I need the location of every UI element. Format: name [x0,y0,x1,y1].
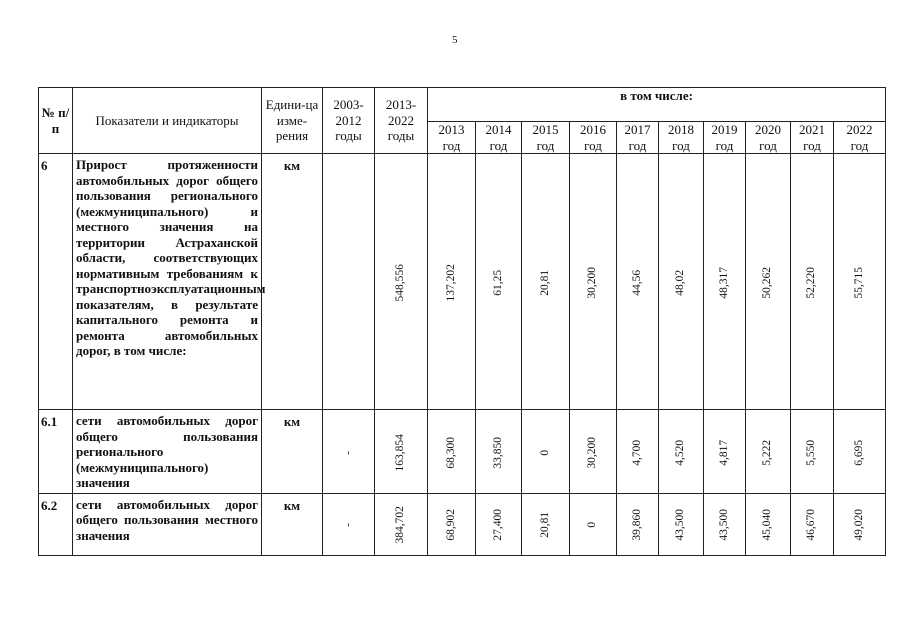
value-year [570,493,617,555]
value-year [476,154,522,410]
header-unit: Едини-ца изме-рения [262,88,323,154]
header-year-2014 [476,122,522,154]
year-label: 2019 [711,122,738,137]
value-text: 46,670 [805,509,818,541]
header-year-2015 [522,122,570,154]
value-text: 30,200 [586,266,599,299]
value-text: - [341,450,354,455]
value-year [704,493,746,555]
value-year [617,410,659,494]
value-year [659,154,704,410]
value-text: 61,25 [491,269,504,296]
unit-cell: км [262,493,323,555]
value-year [746,410,791,494]
indicators-table [38,87,886,556]
value-text: 33,850 [491,436,504,469]
value-text: 0 [538,449,551,456]
header-year-2020 [746,122,791,154]
value-year [746,493,791,555]
value-year [522,154,570,410]
value-text: 6,695 [852,439,865,466]
value-text: 4,700 [630,439,643,466]
year-suffix: год [628,137,647,153]
indicator-text: Прирост протяженности автомобильных дорог общего пользования регионального (межмуниципального) и местного значения на территории Астраханской области, соответствующих нормативным требованиям к транспортноэксплуатационным показателям, в результате капитального ремонта и ремонта автомобильных дорог, в том числе: [73,154,262,410]
unit-cell: км [262,410,323,494]
year-suffix: год [584,137,602,153]
header-including: в том числе: [428,88,886,122]
page-number: 5 [452,34,458,46]
value-text: 43,500 [717,509,730,541]
value-text: 163,854 [394,433,407,471]
value-year [834,154,886,410]
year-suffix: год [489,137,508,153]
row-number: 6 [39,154,73,410]
value-year [570,410,617,494]
year-label: 2017 [624,122,651,137]
year-label: 2013 [438,122,465,137]
year-label: 2020 [755,122,781,137]
value-text: 5,222 [761,439,774,466]
year-label: 2018 [668,122,694,137]
value-text: 0 [586,522,599,528]
value-text: 52,220 [805,266,818,299]
value-text: 44,56 [630,269,643,296]
year-label: 2022 [846,122,873,137]
value-text: 39,860 [630,509,643,541]
header-year-2022 [834,122,886,154]
value-text: 548,556 [394,263,407,302]
table-row [39,154,886,410]
value-text: 55,715 [852,266,865,299]
value-text: 20,81 [538,512,551,538]
value-text: - [341,523,354,527]
year-suffix: год [715,137,734,153]
value-year [659,410,704,494]
header-year-2013 [428,122,476,154]
header-year-2021 [791,122,834,154]
value-year [746,154,791,410]
value-2013-2022 [375,493,428,555]
value-year [704,154,746,410]
indicator-text: сети автомобильных дорог общего пользования регионального (межмуниципального) значения [73,410,262,494]
value-text: 4,817 [717,439,730,466]
value-year [617,154,659,410]
value-2003-2012 [323,493,375,555]
value-year [476,410,522,494]
value-text: 5,550 [805,439,818,466]
value-text: 384,702 [394,506,407,544]
value-text: 68,902 [444,509,457,541]
row-number: 6.2 [39,493,73,555]
year-label: 2015 [532,122,559,137]
year-label: 2014 [485,122,512,137]
header-2013-2022: 2013-2022 годы [375,88,428,154]
value-text: 43,500 [674,509,687,541]
year-suffix: год [536,137,555,153]
value-year [428,154,476,410]
value-year [791,410,834,494]
value-text: 27,400 [491,509,504,541]
value-year [659,493,704,555]
value-year [834,410,886,494]
header-indicator: Показатели и индикаторы [73,88,262,154]
value-year [570,154,617,410]
value-text: 48,317 [717,266,730,299]
year-suffix: год [442,137,461,153]
value-year [522,410,570,494]
header-row-1 [39,88,886,122]
value-year [476,493,522,555]
value-text: 68,300 [444,436,457,469]
header-year-2018 [659,122,704,154]
value-text: 50,262 [761,266,774,299]
value-text: 20,81 [538,269,551,296]
year-label: 2016 [580,122,606,137]
value-year [522,493,570,555]
value-2003-2012 [323,410,375,494]
year-suffix: год [850,137,869,153]
value-year [428,493,476,555]
value-text: 30,200 [586,436,599,469]
year-suffix: год [759,137,777,153]
value-2013-2022 [375,410,428,494]
value-2003-2012 [323,154,375,410]
header-year-2017 [617,122,659,154]
indicator-text: сети автомобильных дорог общего пользования местного значения [73,493,262,555]
value-text: 48,02 [674,269,687,296]
year-suffix: год [672,137,690,153]
value-text: 49,020 [852,509,865,541]
value-text: 137,202 [444,263,457,302]
header-2003-2012: 2003-2012 годы [323,88,375,154]
row-number: 6.1 [39,410,73,494]
value-year [791,493,834,555]
year-label: 2021 [799,122,825,137]
year-suffix: год [803,137,821,153]
value-year [704,410,746,494]
unit-cell: км [262,154,323,410]
value-2013-2022 [375,154,428,410]
table-row [39,493,886,555]
value-text: 45,040 [761,509,774,541]
value-text: 4,520 [674,439,687,466]
header-year-2019 [704,122,746,154]
value-year [428,410,476,494]
value-year [791,154,834,410]
value-year [617,493,659,555]
value-year [834,493,886,555]
header-year-2016 [570,122,617,154]
header-num: № п/п [39,88,73,154]
table-row [39,410,886,494]
